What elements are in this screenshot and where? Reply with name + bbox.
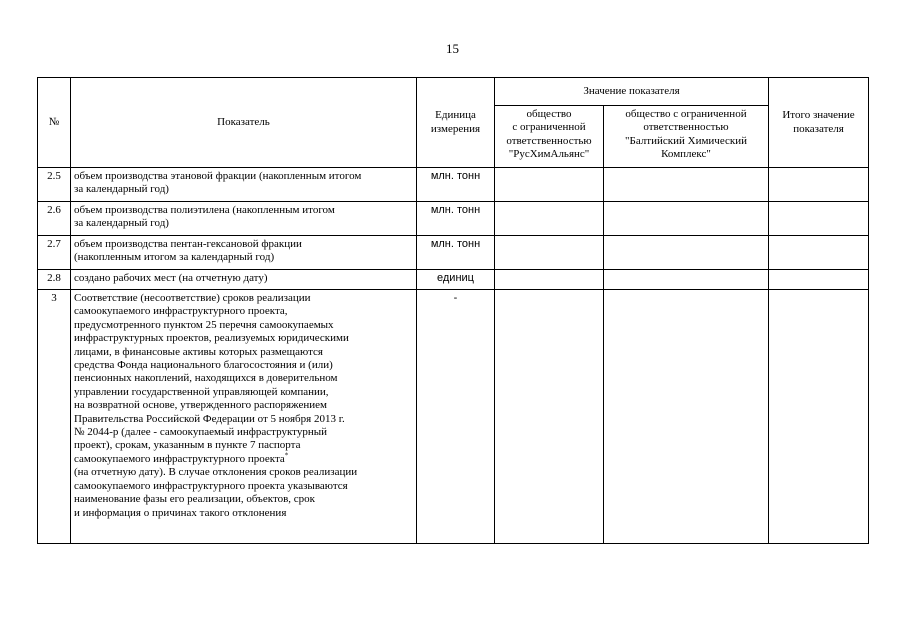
table-header-row-1 bbox=[38, 78, 869, 106]
row-indicator-text-part-2: (на отчетную дату). В случае отклонения сроков реализации самоокупаемого инфраструктурного проекта указываются наименование фазы его реализации, объектов, срок и информация о причинах такого отклонения bbox=[74, 466, 358, 519]
row-num: 2.8 bbox=[38, 270, 71, 290]
header-value-group: Значение показателя bbox=[495, 78, 769, 106]
row-indicator: объем производства полиэтилена (накопленным итогом за календарный год) bbox=[71, 202, 417, 236]
row-value-total bbox=[769, 236, 869, 270]
row-unit: млн. тонн bbox=[417, 168, 495, 202]
row-value-company-2 bbox=[604, 202, 769, 236]
row-value-company-2 bbox=[604, 168, 769, 202]
row-indicator bbox=[71, 290, 417, 544]
row-value-total bbox=[769, 168, 869, 202]
row-indicator: объем производства пентан-гексановой фракции (накопленным итогом за календарный год) bbox=[71, 236, 417, 270]
row-num: 2.5 bbox=[38, 168, 71, 202]
table-row bbox=[38, 236, 869, 270]
row-indicator-text-part-1: Соответствие (несоответствие) сроков реализации самоокупаемого инфраструктурного проекта, предусмотренного пунктом 25 перечня самоокупаемых инфраструктурных проектов, реализуемых юридическими лицами, в финансовые активы которых размещаются средства Фонда национального благосостояния и (или) пенсионных накоплений, находящихся в доверительном управлении государственной управляющей компании, на возвратной основе, утвержденного распоряжением Правительства Российской Федерации от 5 ноября 2013 г. № 2044-р (далее - самоокупаемый инфраструктурный проект), срокам, указанным в пункте 7 паспорта самоокупаемого инфраструктурного проекта bbox=[74, 292, 349, 465]
table-row bbox=[38, 168, 869, 202]
row-value-company-1 bbox=[495, 202, 604, 236]
table-row bbox=[38, 202, 869, 236]
header-indicator: Показатель bbox=[71, 78, 417, 168]
row-unit: единиц bbox=[417, 270, 495, 290]
header-num: № bbox=[38, 78, 71, 168]
header-company-1: общество с ограниченной ответственностью "РусХимАльянс" bbox=[495, 106, 604, 168]
indicator-table bbox=[37, 77, 869, 544]
row-value-company-2 bbox=[604, 236, 769, 270]
row-value-company-1 bbox=[495, 168, 604, 202]
row-value-company-1 bbox=[495, 236, 604, 270]
row-value-company-1 bbox=[495, 290, 604, 544]
row-indicator: объем производства этановой фракции (накопленным итогом за календарный год) bbox=[71, 168, 417, 202]
row-value-company-2 bbox=[604, 290, 769, 544]
header-total: Итого значение показателя bbox=[769, 78, 869, 168]
row-num: 3 bbox=[38, 290, 71, 544]
footnote-mark: * bbox=[284, 451, 289, 460]
table-row bbox=[38, 290, 869, 544]
page-number: 15 bbox=[446, 41, 459, 56]
row-num: 2.7 bbox=[38, 236, 71, 270]
row-unit: млн. тонн bbox=[417, 202, 495, 236]
header-company-2: общество с ограниченной ответственностью "Балтийский Химический Комплекс" bbox=[604, 106, 769, 168]
row-num: 2.6 bbox=[38, 202, 71, 236]
row-value-total bbox=[769, 202, 869, 236]
header-unit: Единица измерения bbox=[417, 78, 495, 168]
row-value-company-2 bbox=[604, 270, 769, 290]
row-value-total bbox=[769, 290, 869, 544]
row-indicator: создано рабочих мест (на отчетную дату) bbox=[71, 270, 417, 290]
row-value-total bbox=[769, 270, 869, 290]
row-value-company-1 bbox=[495, 270, 604, 290]
row-unit: млн. тонн bbox=[417, 236, 495, 270]
row-unit: - bbox=[417, 290, 495, 544]
table-row bbox=[38, 270, 869, 290]
